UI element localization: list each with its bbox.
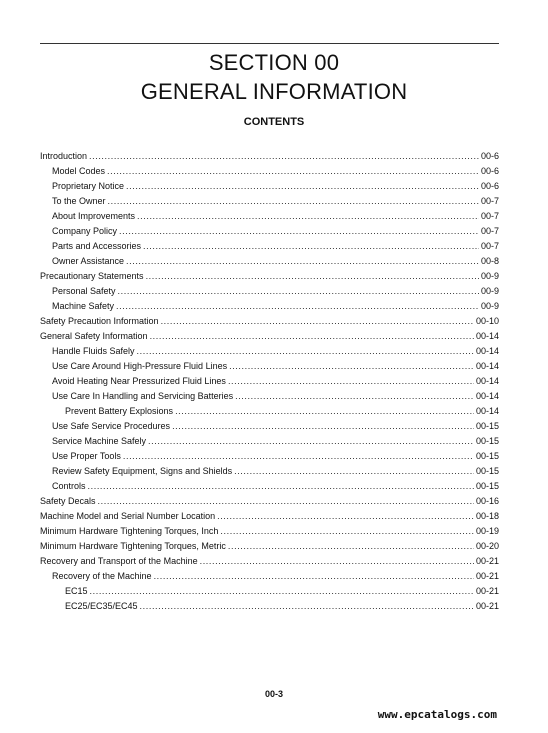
toc-entry-title: Handle Fluids Safely xyxy=(52,346,135,356)
toc-entry-title: Model Codes xyxy=(52,166,106,176)
toc-entry-page: 00-21 xyxy=(475,571,499,581)
toc-entry-page: 00-21 xyxy=(475,556,499,566)
toc-dot-leader xyxy=(228,539,474,554)
toc-entry-title: Recovery of the Machine xyxy=(52,571,152,581)
toc-dot-leader xyxy=(143,239,479,254)
toc-dot-leader xyxy=(108,194,479,209)
toc-entry-title: EC15 xyxy=(65,586,88,596)
toc-entry-page: 00-7 xyxy=(480,196,499,206)
toc-entry[interactable] xyxy=(40,554,499,569)
toc-entry-page: 00-9 xyxy=(480,301,499,311)
toc-dot-leader xyxy=(137,344,474,359)
toc-entry-page: 00-18 xyxy=(475,511,499,521)
toc-entry-page: 00-7 xyxy=(480,211,499,221)
toc-dot-leader xyxy=(119,224,479,239)
toc-dot-leader xyxy=(200,554,474,569)
toc-entry-page: 00-15 xyxy=(475,421,499,431)
section-title: SECTION 00 xyxy=(208,50,340,75)
toc-entry[interactable] xyxy=(40,269,499,284)
toc-dot-leader xyxy=(217,509,474,524)
toc-entry[interactable] xyxy=(40,194,499,209)
toc-entry-page: 00-14 xyxy=(475,331,499,341)
toc-dot-leader xyxy=(116,299,479,314)
toc-entry[interactable] xyxy=(40,329,499,344)
toc-entry[interactable] xyxy=(40,179,499,194)
toc-entry-title: Proprietary Notice xyxy=(52,181,125,191)
toc-entry[interactable] xyxy=(40,164,499,179)
toc-dot-leader xyxy=(107,164,479,179)
toc-dot-leader xyxy=(89,149,479,164)
toc-entry-page: 00-9 xyxy=(480,271,499,281)
toc-entry-title: Company Policy xyxy=(52,226,118,236)
toc-entry-page: 00-7 xyxy=(480,226,499,236)
toc-entry-title: About Improvements xyxy=(52,211,136,221)
toc-dot-leader xyxy=(88,479,474,494)
toc-dot-leader xyxy=(123,449,474,464)
toc-entry-title: Service Machine Safely xyxy=(52,436,147,446)
toc-entry-title: Machine Safety xyxy=(52,301,115,311)
toc-entry-page: 00-15 xyxy=(475,436,499,446)
toc-entry[interactable] xyxy=(40,344,499,359)
toc-entry-title: Minimum Hardware Tightening Torques, Metric xyxy=(40,541,226,551)
toc-dot-leader xyxy=(146,269,479,284)
toc-dot-leader xyxy=(229,359,474,374)
toc-entry-page: 00-9 xyxy=(480,286,499,296)
toc-entry[interactable] xyxy=(40,479,499,494)
toc-entry-page: 00-6 xyxy=(480,181,499,191)
toc-entry[interactable] xyxy=(40,299,499,314)
toc-dot-leader xyxy=(126,179,479,194)
toc-entry[interactable] xyxy=(40,539,499,554)
toc-entry[interactable] xyxy=(40,569,499,584)
toc-entry-page: 00-14 xyxy=(475,376,499,386)
toc-entry-title: Avoid Heating Near Pressurized Fluid Lines xyxy=(52,376,226,386)
toc-entry-title: Prevent Battery Explosions xyxy=(65,406,174,416)
toc-entry-title: To the Owner xyxy=(52,196,106,206)
toc-entry[interactable] xyxy=(40,284,499,299)
toc-entry[interactable] xyxy=(40,149,499,164)
toc-entry-page: 00-15 xyxy=(475,481,499,491)
toc-entry-page: 00-14 xyxy=(475,346,499,356)
toc-entry-page: 00-21 xyxy=(475,586,499,596)
toc-entry-page: 00-14 xyxy=(475,406,499,416)
toc-entry[interactable] xyxy=(40,404,499,419)
toc-entry[interactable] xyxy=(40,224,499,239)
toc-entry-title: Safety Precaution Information xyxy=(40,316,159,326)
toc-entry-page: 00-6 xyxy=(480,151,499,161)
toc-dot-leader xyxy=(98,494,474,509)
toc-entry-page: 00-15 xyxy=(475,466,499,476)
toc-dot-leader xyxy=(126,254,479,269)
toc-entry-title: Precautionary Statements xyxy=(40,271,144,281)
toc-entry[interactable] xyxy=(40,524,499,539)
toc-entry-page: 00-19 xyxy=(475,526,499,536)
toc-entry-title: Introduction xyxy=(40,151,88,161)
toc-entry[interactable] xyxy=(40,449,499,464)
toc-dot-leader xyxy=(140,599,474,614)
toc-dot-leader xyxy=(172,419,474,434)
toc-entry[interactable] xyxy=(40,389,499,404)
toc-dot-leader xyxy=(235,389,474,404)
toc-entry-title: Machine Model and Serial Number Location xyxy=(40,511,216,521)
toc-entry-title: Parts and Accessories xyxy=(52,241,142,251)
toc-entry-title: General Safety Information xyxy=(40,331,148,341)
watermark-url: www.epcatalogs.com xyxy=(377,708,497,721)
toc-entry-title: EC25/EC35/EC45 xyxy=(65,601,138,611)
toc-dot-leader xyxy=(234,464,474,479)
toc-entry-page: 00-14 xyxy=(475,391,499,401)
toc-entry-page: 00-7 xyxy=(480,241,499,251)
toc-entry[interactable] xyxy=(40,314,499,329)
contents-heading: CONTENTS xyxy=(243,116,305,128)
toc-entry-page: 00-16 xyxy=(475,496,499,506)
toc-entry-page: 00-8 xyxy=(480,256,499,266)
toc-entry-title: Personal Safety xyxy=(52,286,116,296)
toc-entry[interactable] xyxy=(40,434,499,449)
toc-dot-leader xyxy=(161,314,474,329)
toc-dot-leader xyxy=(228,374,474,389)
toc-entry-page: 00-10 xyxy=(475,316,499,326)
toc-entry-title: Owner Assistance xyxy=(52,256,125,266)
toc-entry-title: Minimum Hardware Tightening Torques, Inch xyxy=(40,526,219,536)
toc-entry[interactable] xyxy=(40,464,499,479)
toc-dot-leader xyxy=(137,209,479,224)
table-of-contents xyxy=(40,149,499,614)
toc-entry-title: Use Proper Tools xyxy=(52,451,121,461)
toc-dot-leader xyxy=(150,329,474,344)
toc-entry-page: 00-14 xyxy=(475,361,499,371)
toc-dot-leader xyxy=(175,404,474,419)
toc-entry[interactable] xyxy=(40,419,499,434)
toc-entry[interactable] xyxy=(40,239,499,254)
toc-entry-title: Safety Decals xyxy=(40,496,96,506)
toc-entry-title: Use Care Around High-Pressure Fluid Lines xyxy=(52,361,228,371)
toc-dot-leader xyxy=(220,524,474,539)
toc-dot-leader xyxy=(118,284,479,299)
top-rule xyxy=(40,43,499,44)
toc-entry-page: 00-21 xyxy=(475,601,499,611)
toc-entry-title: Review Safety Equipment, Signs and Shields xyxy=(52,466,233,476)
toc-entry-page: 00-6 xyxy=(480,166,499,176)
toc-entry[interactable] xyxy=(40,374,499,389)
toc-entry-page: 00-15 xyxy=(475,451,499,461)
toc-entry-title: Recovery and Transport of the Machine xyxy=(40,556,198,566)
toc-entry[interactable] xyxy=(40,599,499,614)
section-subtitle: GENERAL INFORMATION xyxy=(140,79,408,104)
toc-entry[interactable] xyxy=(40,509,499,524)
toc-dot-leader xyxy=(154,569,474,584)
toc-entry[interactable] xyxy=(40,494,499,509)
toc-dot-leader xyxy=(90,584,474,599)
toc-entry[interactable] xyxy=(40,359,499,374)
toc-entry[interactable] xyxy=(40,209,499,224)
toc-entry[interactable] xyxy=(40,254,499,269)
toc-entry-title: Use Care In Handling and Servicing Batteries xyxy=(52,391,234,401)
toc-entry[interactable] xyxy=(40,584,499,599)
toc-dot-leader xyxy=(148,434,474,449)
toc-entry-title: Use Safe Service Procedures xyxy=(52,421,171,431)
page-number: 00-3 xyxy=(264,689,283,699)
toc-entry-page: 00-20 xyxy=(475,541,499,551)
toc-entry-title: Controls xyxy=(52,481,86,491)
